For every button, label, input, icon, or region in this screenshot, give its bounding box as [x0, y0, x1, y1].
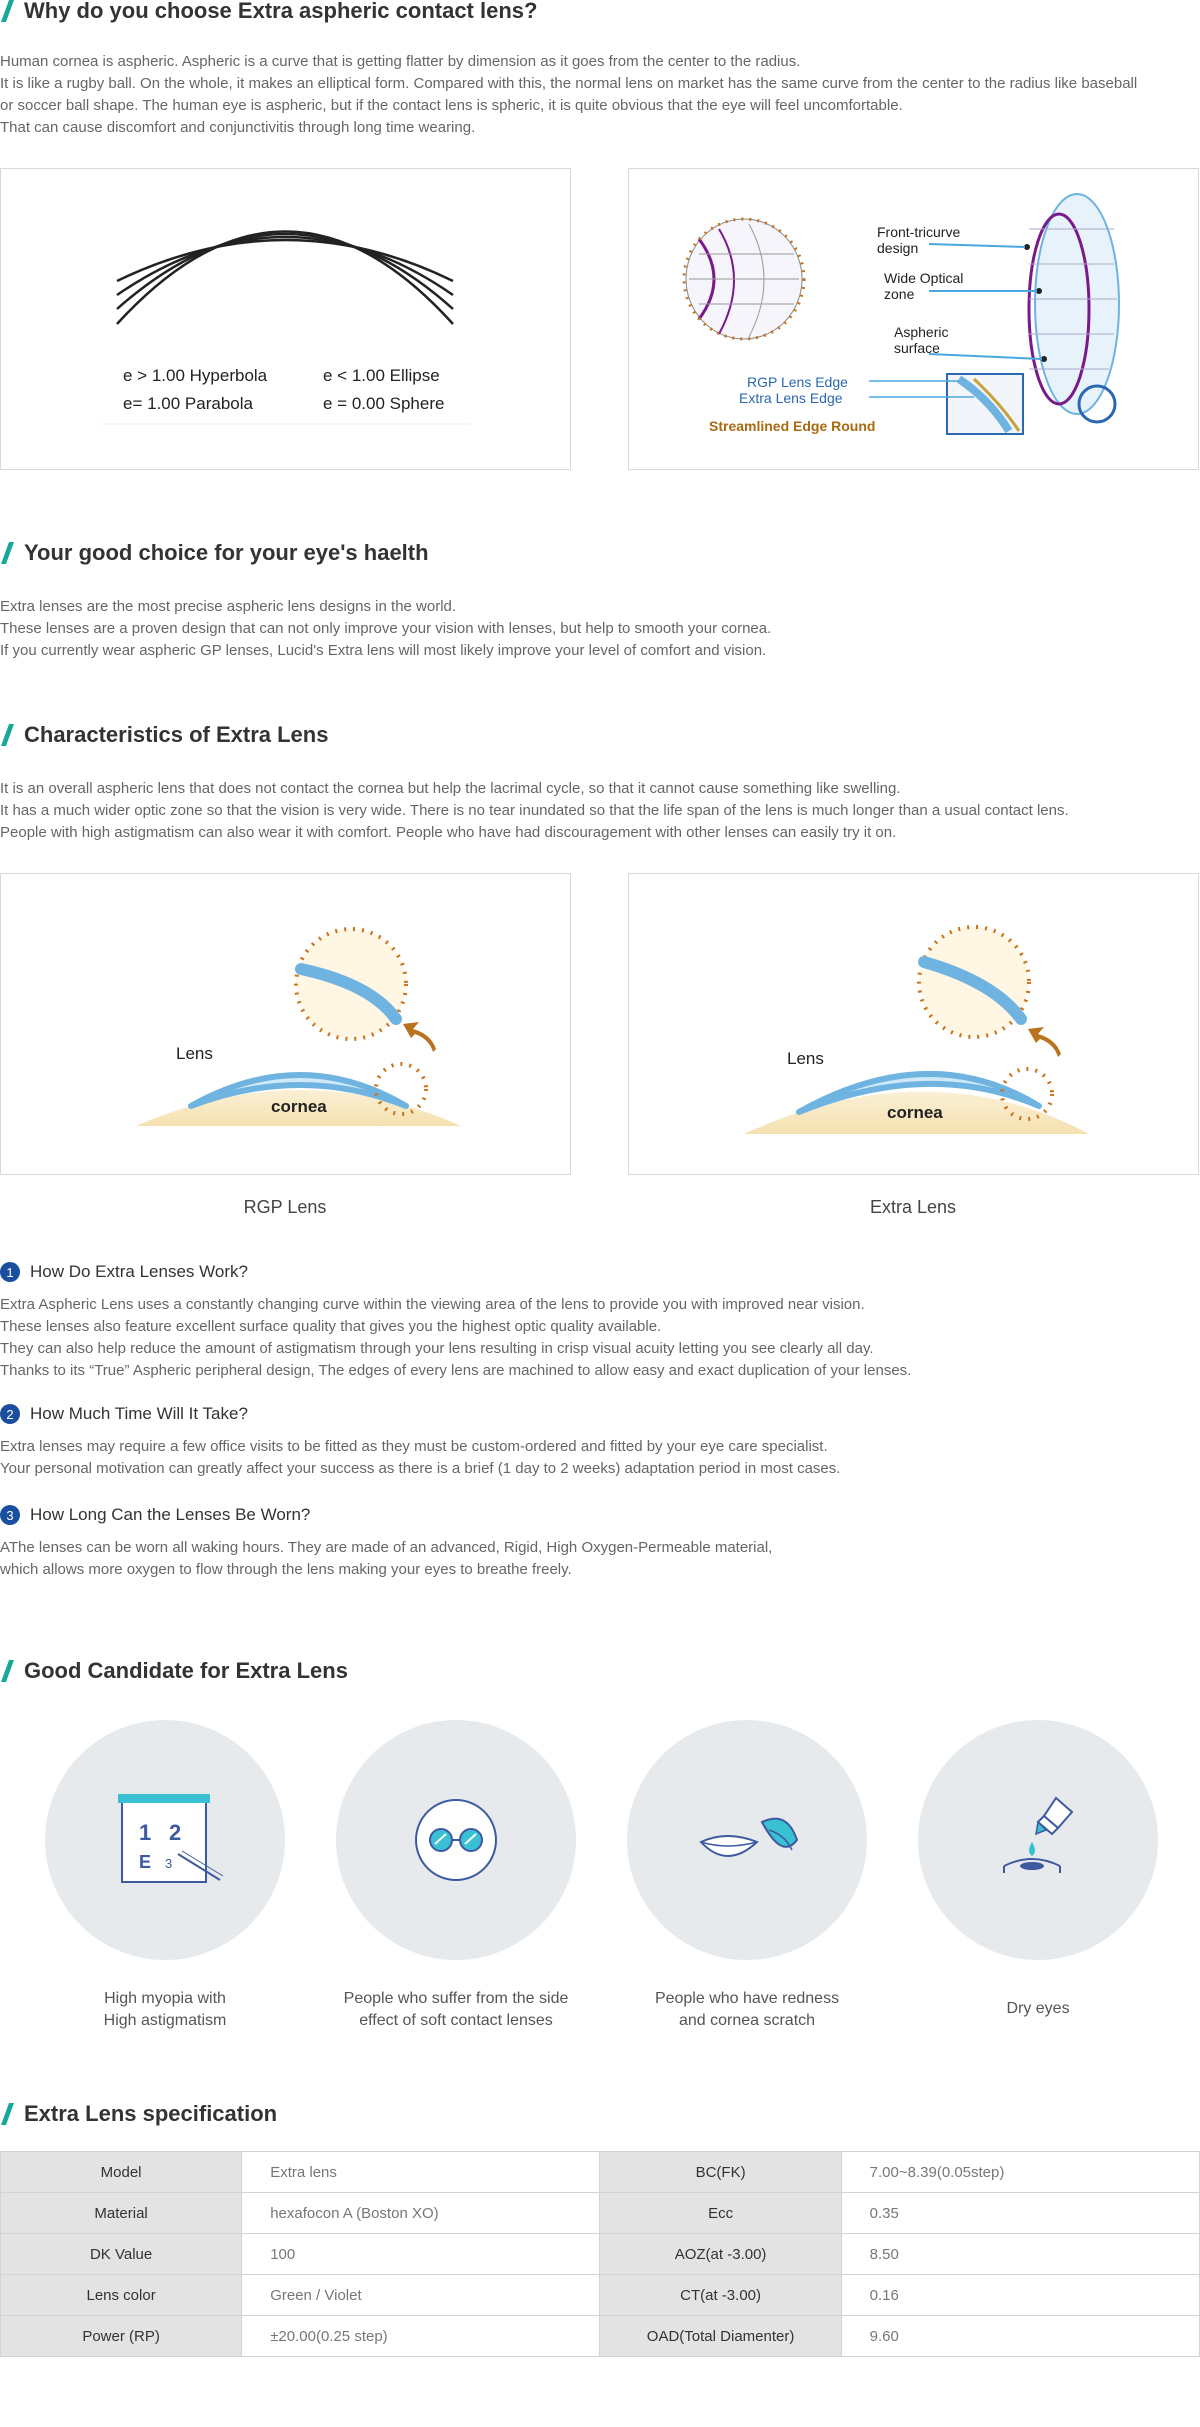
accent-slash-icon [1, 1660, 14, 1682]
label-front-tricurve: Front-tricurve [877, 224, 961, 240]
candidate-soft-lens [336, 1720, 576, 2032]
spec-value: 7.00~8.39(0.05step) [841, 2152, 1199, 2193]
extra-lens-caption: Extra Lens [869, 1197, 957, 1217]
glasses-icon [386, 1770, 526, 1910]
spec-key: Material [1, 2193, 242, 2234]
spec-value: 9.60 [841, 2316, 1199, 2357]
candidate-circle [336, 1720, 576, 1960]
faq-2-title: How Much Time Will It Take? [30, 1404, 248, 1423]
faq-3-line: which allows more oxygen to flow through the lens making your eyes to breathe freely. [0, 1561, 572, 1578]
label-aspheric: Aspheric [894, 324, 949, 340]
characteristics-line: People with high astigmatism can also wear it with comfort. People who have had discouragement with other lenses can easily try it on. [0, 824, 897, 841]
spec-value: Extra lens [242, 2152, 600, 2193]
label-streamlined: Streamlined Edge Round [709, 418, 876, 434]
small-eyeball [684, 219, 804, 339]
spec-value: hexafocon A (Boston XO) [242, 2193, 600, 2234]
candidate-redness [627, 1720, 867, 2032]
label-parabola: e= 1.00 Parabola [123, 394, 253, 413]
label-aspheric-2: surface [894, 340, 940, 356]
curve-hyperbola [117, 240, 453, 281]
faq-2-heading [0, 1402, 1200, 1426]
eye-lens-diagram [629, 169, 1198, 469]
eye-drop-icon [968, 1770, 1108, 1910]
label-hyperbola: e > 1.00 Hyperbola [123, 366, 268, 385]
spec-key: AOZ(at -3.00) [600, 2234, 841, 2275]
spec-value: Green / Violet [242, 2275, 600, 2316]
spec-key: DK Value [1, 2234, 242, 2275]
eye-lens-figure [628, 168, 1199, 470]
section-title-characteristics [0, 720, 328, 750]
candidate-label: People who have redness and cornea scratch [654, 1990, 840, 2029]
faq-2-line: Extra lenses may require a few office visits to be fitted as they must be custom-ordered and fitted by your eye care specialist. [0, 1438, 828, 1455]
table-row [1, 2234, 1200, 2275]
number-badge: 3 [0, 1505, 20, 1525]
faq-1-heading [0, 1260, 1200, 1284]
spec-value: 100 [242, 2234, 600, 2275]
faq-3-line: AThe lenses can be worn all waking hours. They are made of an advanced, Rigid, High Oxygen-Permeable material, [0, 1539, 773, 1556]
candidate-label: High myopia with High astigmatism [103, 1990, 227, 2029]
candidate-circle [918, 1720, 1158, 1960]
table-row [1, 2193, 1200, 2234]
choice-line: These lenses are a proven design that can not only improve your vision with lenses, but help to smooth your cornea. [0, 620, 772, 637]
curve-sphere [117, 232, 453, 325]
faq-3 [0, 1503, 1200, 1581]
section-title-spec [0, 2099, 277, 2129]
conic-curves-diagram [1, 169, 570, 469]
candidate-label: Dry eyes [1006, 2000, 1070, 2017]
spec-value: 0.35 [841, 2193, 1199, 2234]
extra-lens-figure [628, 873, 1199, 1175]
number-badge: 2 [0, 1404, 20, 1424]
spec-key: CT(at -3.00) [600, 2275, 841, 2316]
curve-parabola [117, 237, 453, 295]
lift-arrow-icon [403, 1022, 436, 1052]
choice-line: If you currently wear aspheric GP lenses, Lucid's Extra lens will most likely improve your level of comfort and vision. [0, 642, 767, 659]
label-extra-edge: Extra Lens Edge [739, 390, 843, 406]
characteristics-line: It has a much wider optic zone so that the vision is very wide. There is no tear inundated so that the life span of the lens is much longer than a usual contact lens. [0, 802, 1069, 819]
label-sphere: e = 0.00 Sphere [323, 394, 445, 413]
characteristics-title: Characteristics of Extra Lens [24, 722, 329, 747]
accent-slash-icon [1, 542, 14, 564]
faq-3-body [0, 1537, 1200, 1581]
choice-paragraph [0, 596, 1200, 662]
table-row [1, 2152, 1200, 2193]
spec-value: 8.50 [841, 2234, 1199, 2275]
chart-char: 1 [139, 1820, 152, 1845]
spec-key: Lens color [1, 2275, 242, 2316]
spec-table [0, 2151, 1200, 2357]
spec-value: ±20.00(0.25 step) [242, 2316, 600, 2357]
table-row [1, 2316, 1200, 2357]
curve-figure [0, 168, 571, 470]
why-line: It is like a rugby ball. On the whole, it makes an elliptical form. Compared with this, the normal lens on market has the same curve from the center to the radius like baseball [0, 75, 1138, 92]
faq-2 [0, 1402, 1200, 1480]
characteristics-paragraph [0, 778, 1200, 844]
faq-3-heading [0, 1503, 1200, 1527]
number-badge: 1 [0, 1262, 20, 1282]
eye-chart-icon [95, 1770, 235, 1910]
spec-value: 0.16 [841, 2275, 1199, 2316]
chart-char: 3 [165, 1856, 173, 1871]
faq-2-body [0, 1436, 1200, 1480]
rgp-lens-caption: RGP Lens [243, 1197, 327, 1217]
section-title-choice [0, 538, 429, 568]
faq-1-body [0, 1294, 1200, 1382]
section-title-why [0, 0, 537, 26]
label-front-tricurve-2: design [877, 240, 919, 256]
candidate-circle [45, 1720, 285, 1960]
faq-1-title: How Do Extra Lenses Work? [30, 1262, 248, 1281]
lift-arrow-icon [1028, 1027, 1061, 1057]
label-wide-optical-2: zone [884, 286, 915, 302]
candidate-label: People who suffer from the side effect of soft contact lenses [343, 1990, 569, 2029]
faq-1-line: Thanks to its “True” Aspheric peripheral design, The edges of every lens are machined to allow easy and exact duplication of your lenses. [0, 1362, 912, 1379]
faq-3-title: How Long Can the Lenses Be Worn? [30, 1505, 311, 1524]
accent-slash-icon [1, 0, 14, 22]
spec-key: OAD(Total Diamenter) [600, 2316, 841, 2357]
spec-key: Ecc [600, 2193, 841, 2234]
extra-lens-label: Lens [787, 1049, 824, 1068]
spec-title: Extra Lens specification [24, 2101, 278, 2126]
faq-2-line: Your personal motivation can greatly affect your success as there is a brief (1 day to 2 weeks) adaptation period in most cases. [0, 1460, 841, 1477]
section-title-candidates [0, 1656, 348, 1686]
choice-line: Extra lenses are the most precise aspheric lens designs in the world. [0, 598, 457, 615]
spec-key: Model [1, 2152, 242, 2193]
contact-lens-icon [677, 1770, 817, 1910]
why-line: That can cause discomfort and conjunctivitis through long time wearing. [0, 119, 476, 136]
why-paragraph [0, 51, 1200, 139]
candidates-title: Good Candidate for Extra Lens [24, 1658, 348, 1683]
candidate-dry-eyes [918, 1720, 1158, 2020]
table-row [1, 2275, 1200, 2316]
characteristics-line: It is an overall aspheric lens that does not contact the cornea but help the lacrimal cycle, so that it cannot cause something like swelling. [0, 780, 901, 797]
faq-1-line: They can also help reduce the amount of astigmatism through your lens resulting in crisp visual acuity letting you see clearly all day. [0, 1340, 874, 1357]
candidate-myopia [45, 1720, 285, 2032]
rgp-lens-figure [0, 873, 571, 1175]
rgp-cornea-label: cornea [271, 1097, 327, 1116]
spec-key: BC(FK) [600, 2152, 841, 2193]
faq-1 [0, 1260, 1200, 1382]
chart-char: E [139, 1852, 152, 1872]
spec-key: Power (RP) [1, 2316, 242, 2357]
why-line: Human cornea is aspheric. Aspheric is a curve that is getting flatter by dimension as it goes from the center to the radius. [0, 53, 801, 70]
why-line: or soccer ball shape. The human eye is aspheric, but if the contact lens is spheric, it is quite obvious that the eye will feel uncomfortable. [0, 97, 903, 114]
accent-slash-icon [1, 724, 14, 746]
extra-lens-diagram [629, 874, 1198, 1174]
faq-1-line: Extra Aspheric Lens uses a constantly changing curve within the viewing area of the lens to provide you with improved near vision. [0, 1296, 865, 1313]
extra-cornea-label: cornea [887, 1103, 943, 1122]
rgp-lens-diagram [1, 874, 570, 1174]
label-rgp-edge: RGP Lens Edge [747, 374, 848, 390]
why-title: Why do you choose Extra aspheric contact lens? [24, 0, 538, 23]
chart-char: 2 [169, 1820, 182, 1845]
candidate-circle [627, 1720, 867, 1960]
choice-title: Your good choice for your eye's haelth [24, 540, 429, 565]
curve-ellipse [117, 234, 453, 309]
rgp-lens-label: Lens [176, 1044, 213, 1063]
accent-slash-icon [1, 2103, 14, 2125]
label-ellipse: e < 1.00 Ellipse [323, 366, 440, 385]
faq-1-line: These lenses also feature excellent surface quality that gives you the highest optic quality available. [0, 1318, 662, 1335]
large-eyeball [1024, 194, 1119, 422]
label-wide-optical: Wide Optical [884, 270, 964, 286]
